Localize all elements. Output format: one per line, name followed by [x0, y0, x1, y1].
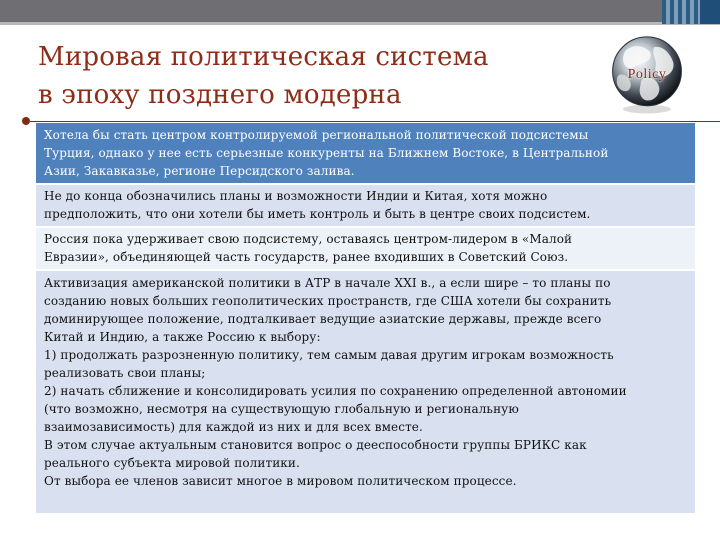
title-divider	[30, 121, 720, 122]
slide-title-line-2: в эпоху позднего модерна	[38, 80, 402, 110]
globe-logo-icon	[604, 30, 690, 116]
content-blocks	[36, 123, 695, 515]
content-block-4: Активизация американской политики в АТР в начале XXI в., а если шире – то планы по созданию новых больших геополитических пространств, где США хотели бы сохранить доминирующее положение, подталкивает ведущие азиатские державы, прежде всего Китай и Индию, а также Россию к выбору: 1) продолжать разрозненную политику, тем самым давая другим игрокам возможность реализовать свои планы; 2) начать сближение и консолидировать усилия по сохранению определенной автономии (что возможно, несмотря на существующую глобальную и региональную взаимозависимость) для каждой из них и для всех вместе. В этом случае актуальным становится вопрос о дееспособности группы БРИКС как реального субъекта мировой политики. От выбора ее членов зависит многое в мировом политическом процессе.	[36, 271, 695, 515]
slide-top-band-accent	[0, 22, 720, 25]
content-block-1: Хотела бы стать центром контролируемой региональной политической подсистемы Турция, однако у нее есть серьезные конкуренты на Ближнем Востоке, в Центральной Азии, Закавказье, регионе Персидского залива.	[36, 123, 695, 185]
slide-corner-tile	[700, 0, 720, 24]
slide-title-line-1: Мировая политическая система	[38, 42, 489, 72]
slide-top-band	[0, 0, 720, 22]
logo-text: Policy	[627, 67, 667, 82]
slide-title	[38, 38, 538, 114]
content-block-3: Россия пока удерживает свою подсистему, оставаясь центром-лидером в «Малой Евразии», объединяющей часть государств, ранее входивших в Советский Союз.	[36, 228, 695, 271]
content-block-2: Не до конца обозначились планы и возможности Индии и Китая, хотя можно предположить, что они хотели бы иметь контроль и быть в центре своих подсистем.	[36, 185, 695, 228]
